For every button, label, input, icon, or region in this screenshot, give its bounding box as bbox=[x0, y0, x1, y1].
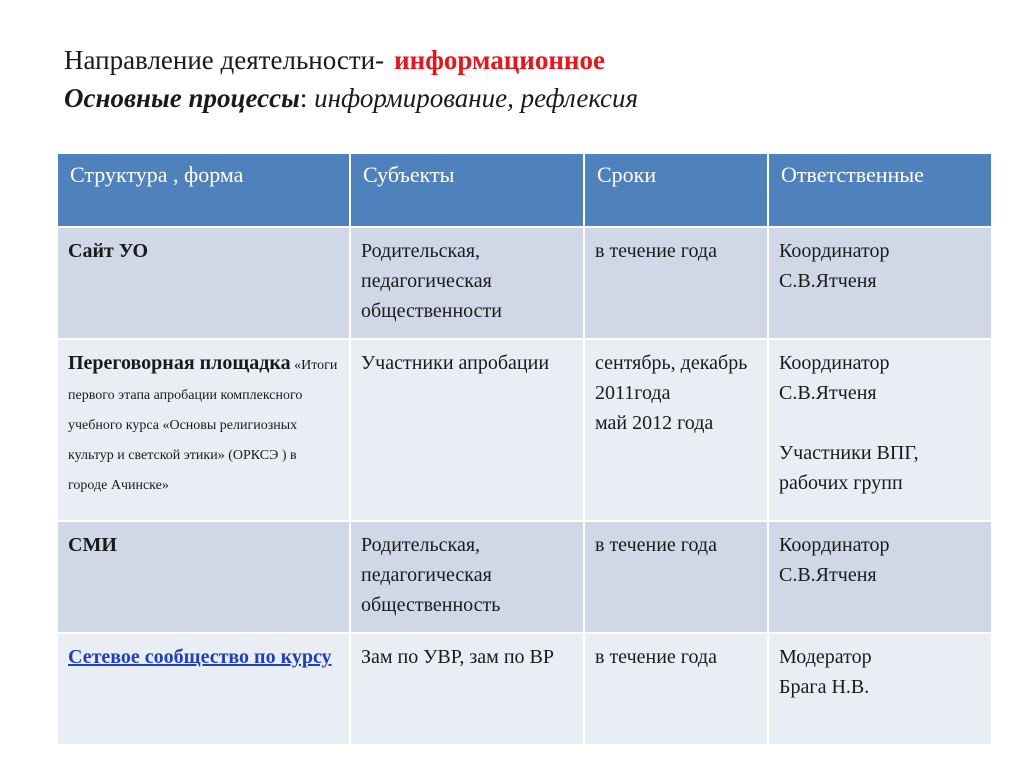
responsible-line-1: Модератор bbox=[779, 646, 872, 668]
cell-subjects: Зам по УВР, зам по ВР bbox=[350, 633, 584, 745]
form-note: «Итоги первого этапа апробации комплексного учебного курса «Основы религиозных культур и светской этики» (ОРКСЭ ) в городе Ачинске» bbox=[68, 358, 338, 493]
cell-terms bbox=[584, 339, 768, 521]
header-subjects: Субъекты bbox=[350, 153, 584, 227]
cell-subjects: Участники апробации bbox=[350, 339, 584, 521]
cell-terms: в течение года bbox=[584, 227, 768, 339]
cell-responsible: Координатор С.В.Ятченя bbox=[768, 227, 992, 339]
cell-terms: в течение года bbox=[584, 633, 768, 745]
direction-line bbox=[64, 40, 964, 80]
terms-line-1: сентябрь, декабрь 2011года bbox=[595, 352, 748, 404]
header-terms: Сроки bbox=[584, 153, 768, 227]
responsible-line-2: Брага Н.В. bbox=[779, 676, 870, 698]
direction-value: информационное bbox=[394, 45, 605, 75]
cell-subjects: Родительская, педагогическая общественность bbox=[350, 521, 584, 633]
processes-separator: : bbox=[299, 83, 308, 113]
cell-subjects: Родительская, педагогическая общественности bbox=[350, 227, 584, 339]
header-structure-form: Структура , форма bbox=[57, 153, 350, 227]
processes-value: информирование, рефлексия bbox=[307, 83, 639, 113]
form-title: Переговорная площадка bbox=[68, 352, 291, 374]
table-row bbox=[57, 633, 992, 745]
cell-form: Сайт УО bbox=[57, 227, 350, 339]
cell-form: СМИ bbox=[57, 521, 350, 633]
table-header-row bbox=[57, 153, 992, 227]
cell-responsible bbox=[768, 633, 992, 745]
course-community-link[interactable]: Сетевое сообщество по курсу bbox=[68, 646, 332, 668]
processes-label: Основные процессы bbox=[64, 83, 300, 113]
table-row bbox=[57, 227, 992, 339]
cell-responsible bbox=[768, 339, 992, 521]
direction-label: Направление деятельности- bbox=[64, 45, 385, 75]
processes-line bbox=[64, 80, 964, 116]
responsible-line-1: Координатор С.В.Ятченя bbox=[779, 352, 890, 404]
cell-terms: в течение года bbox=[584, 521, 768, 633]
header-responsible: Ответственные bbox=[768, 153, 992, 227]
cell-form bbox=[57, 633, 350, 745]
cell-responsible: Координатор С.В.Ятченя bbox=[768, 521, 992, 633]
slide-heading bbox=[64, 40, 964, 116]
table-row bbox=[57, 521, 992, 633]
activity-table bbox=[56, 152, 993, 746]
terms-line-2: май 2012 года bbox=[595, 412, 714, 434]
cell-form bbox=[57, 339, 350, 521]
responsible-line-2: Участники ВПГ, рабочих групп bbox=[779, 442, 919, 494]
table-row bbox=[57, 339, 992, 521]
